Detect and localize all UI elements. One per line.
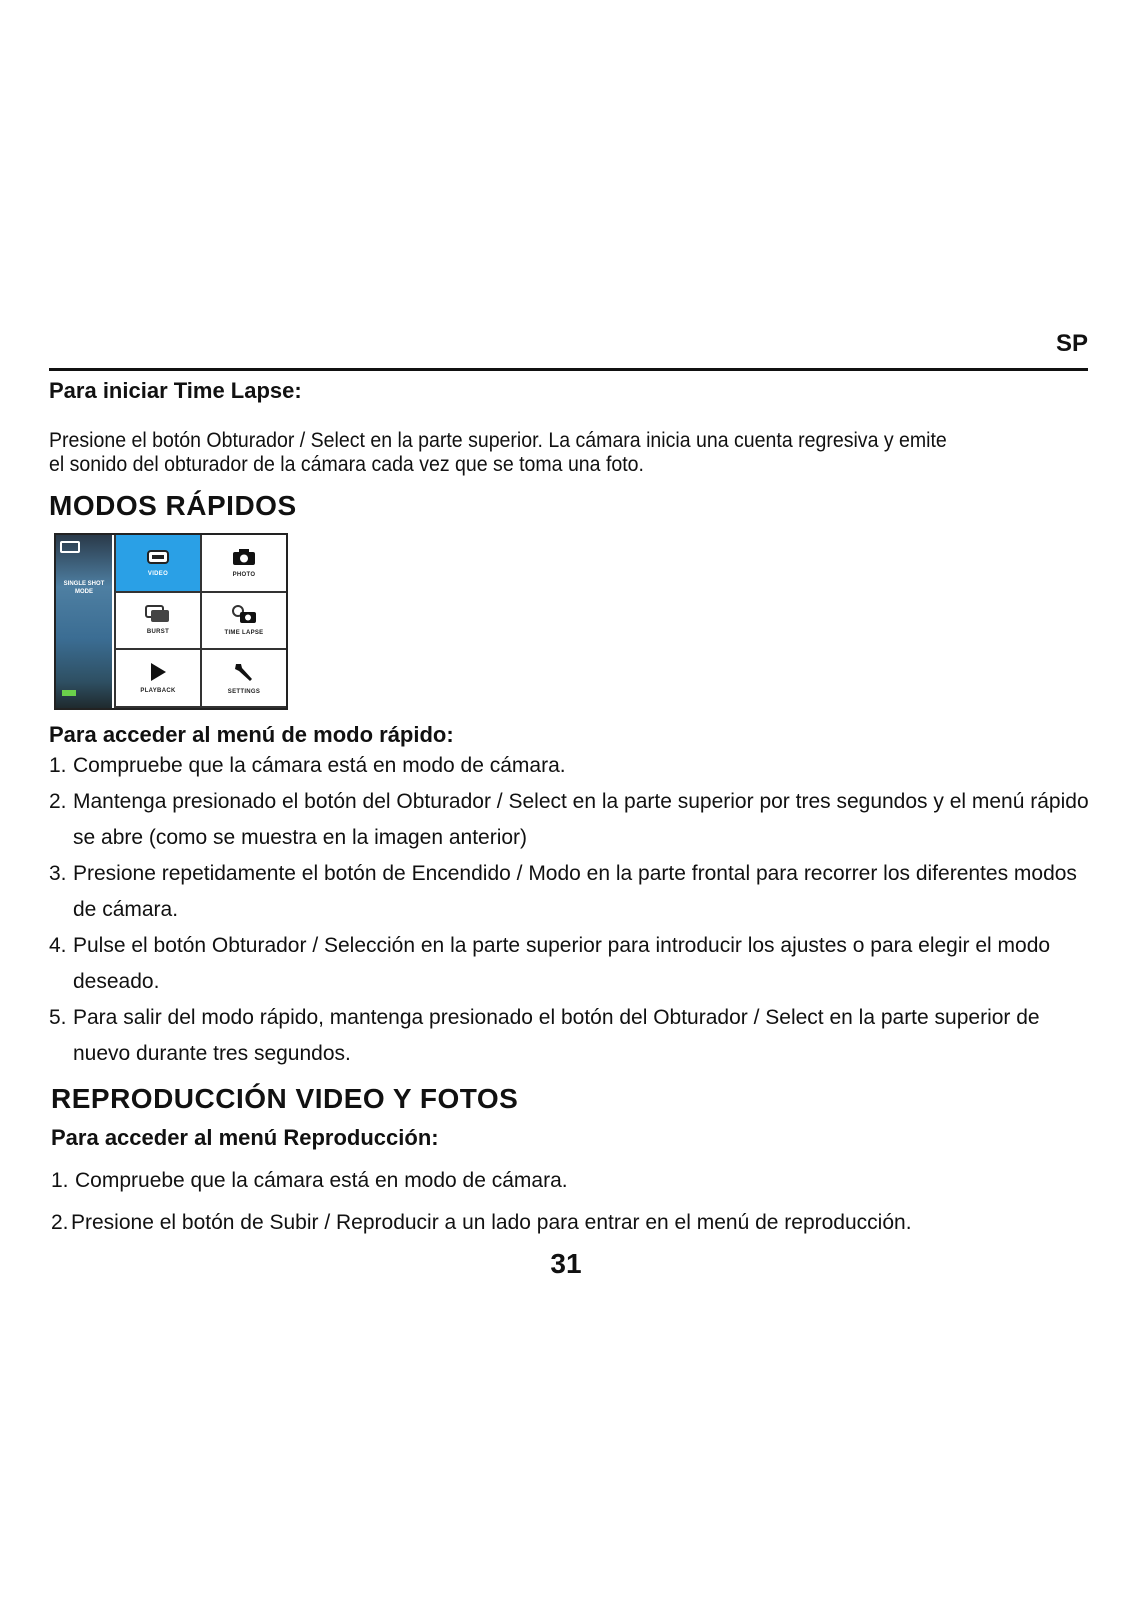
list-item: 1. Compruebe que la cámara está en modo de cámara. <box>51 1169 568 1192</box>
page-number: 31 <box>550 1248 582 1279</box>
list-item: 2. Mantenga presionado el botón del Obturador / Select en la parte superior por tres segundos y el menú rápido se abre (como se muestra en la imagen anterior) <box>49 790 1089 849</box>
quick-steps-list <box>49 748 1089 1072</box>
mode-label: PLAYBACK <box>140 688 176 695</box>
mode-label: SETTINGS <box>227 689 261 696</box>
time-lapse-icon <box>231 604 257 624</box>
list-item: 1. Compruebe que la cámara está en modo de cámara. <box>49 754 566 777</box>
video-icon <box>146 549 170 565</box>
list-item: 2. Presione el botón de Subir / Reproducir a un lado para entrar en el menú de reproducción. <box>51 1211 912 1234</box>
header-rule <box>49 368 1088 371</box>
camera-icon <box>232 548 256 566</box>
list-item: 5. Para salir del modo rápido, mantenga presionado el botón del Obturador / Select en la parte superior de nuevo durante tres segundos. <box>49 1006 1040 1065</box>
burst-icon <box>145 605 171 623</box>
preview-panel <box>56 535 112 708</box>
list-item: 3. Presione repetidamente el botón de Encendido / Modo en la parte frontal para recorrer los diferentes modos de cámara. <box>49 862 1077 921</box>
mode-time-lapse[interactable] <box>200 593 286 651</box>
quick-access-heading: Para acceder al menú de modo rápido: <box>49 722 454 747</box>
playback-title: REPRODUCCIÓN VIDEO Y FOTOS <box>51 1083 519 1114</box>
mode-label: VIDEO <box>147 570 169 577</box>
mode-label: TIME LAPSE <box>224 630 264 637</box>
mode-video[interactable] <box>114 535 200 593</box>
playback-access-heading: Para acceder al menú Reproducción: <box>51 1125 439 1150</box>
timelapse-line-2: el sonido del obturador de la cámara cada vez que se toma una foto. <box>49 453 644 476</box>
play-icon <box>148 662 168 682</box>
timelapse-text <box>49 429 1086 477</box>
playback-steps-list <box>51 1160 1091 1244</box>
battery-icon <box>60 541 80 553</box>
mode-label: BURST <box>146 629 170 636</box>
mode-label: PHOTO <box>232 571 256 578</box>
mode-playback[interactable] <box>114 650 200 708</box>
language-code: SP <box>1055 330 1088 357</box>
timelapse-line-1: Presione el botón Obturador / Select en la parte superior. La cámara inicia una cuenta regresiva y emite <box>49 429 947 452</box>
preview-caption: SINGLE SHOT MODE <box>63 581 105 595</box>
mode-grid <box>114 535 286 708</box>
wrench-icon <box>233 661 255 683</box>
quick-menu-screen <box>54 533 288 710</box>
quick-modes-title: MODOS RÁPIDOS <box>49 490 297 521</box>
mode-burst[interactable] <box>114 593 200 651</box>
list-item: 4. Pulse el botón Obturador / Selección en la parte superior para introducir los ajustes o para elegir el modo deseado. <box>49 934 1051 993</box>
mode-settings[interactable] <box>200 650 286 708</box>
timelapse-heading: Para iniciar Time Lapse: <box>49 378 302 403</box>
mode-photo[interactable] <box>200 535 286 593</box>
status-led-icon <box>62 690 76 696</box>
